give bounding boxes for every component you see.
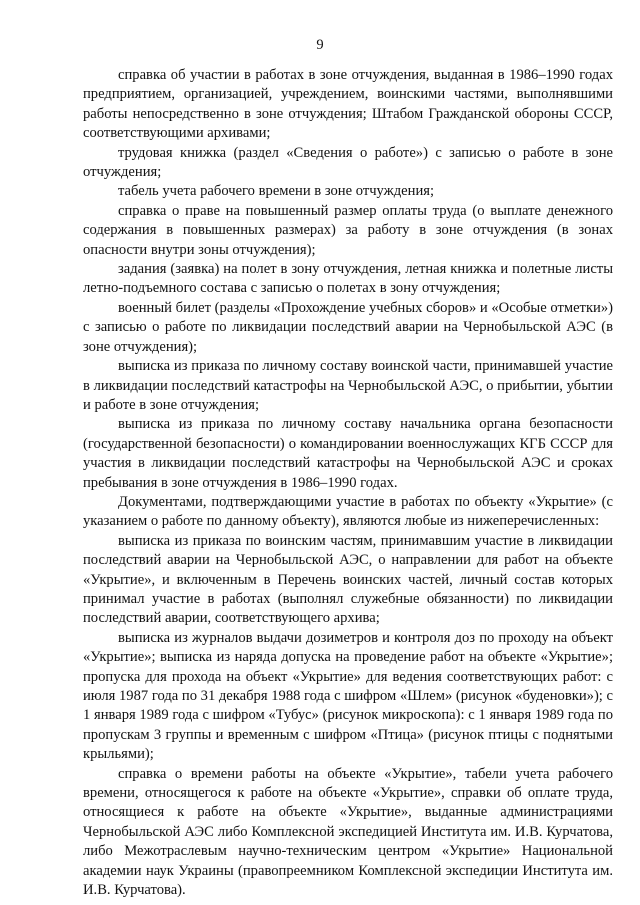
paragraph: задания (заявка) на полет в зону отчуждения, летная книжка и полетные листы летно-подъемного состава с записью о полетах в зону отчуждения; bbox=[83, 261, 613, 297]
paragraph: выписка из приказа по воинским частям, принимавшим участие в ликвидации последствий аварии на Чернобыльской АЭС, о направлении для работ на объекте «Укрытие», и включенным в Перечень воинских частей, личный состав которых принимал участие в работах (выполнял служебные обязанности) по ликвидации последствий аварии, соответствующего архива; bbox=[83, 532, 613, 627]
paragraph: табель учета рабочего времени в зоне отчуждения; bbox=[118, 183, 435, 200]
paragraph: выписка из приказа по личному составу воинской части, принимавшей участие в ликвидации последствий катастрофы на Чернобыльской АЭС, о прибытии, убытии и работе в зоне отчуждения; bbox=[83, 358, 613, 413]
paragraph: справка об участии в работах в зоне отчуждения, выданная в 1986–1990 годах предприятием, организацией, учреждением, воинскими частями, выполнявшими работы непосредственно в зоне отчуждения; Штабом Гражданской обороны СССР, соответствующими архивами; bbox=[83, 67, 613, 142]
paragraph: справка о праве на повышенный размер оплаты труда (о выплате денежного содержания в повышенных размерах) за работу в зоне отчуждения (в зонах опасности внутри зоны отчуждения); bbox=[83, 202, 613, 258]
paragraph: выписка из журналов выдачи дозиметров и контроля доз по проходу на объект «Укрытие»; выписка из наряда допуска на проведение работ на объекте «Укрытие»; пропуска для прохода на объект «Укрытие» для ведения соответствующих работ: с июля 1987 года по 31 декабря 1988 года с шифром «Шлем» (рисунок «буденовки»); с 1 января 1989 года с шифром «Тубус» (рисунок микроскопа): с 1 января 1989 года по пропускам 3 группы и временным с шифром «Птица» (рисунок птицы с поднятыми крыльями); bbox=[83, 629, 613, 763]
paragraph: трудовая книжка (раздел «Сведения о работе») с записью о работе в зоне отчуждения; bbox=[83, 144, 613, 181]
paragraph: Документами, подтверждающими участие в работах по объекту «Укрытие» (с указанием о работе по данному объекту), являются любые из нижеперечисленных: bbox=[83, 493, 613, 530]
paragraph: военный билет (разделы «Прохождение учебных сборов» и «Особые отметки») с записью о работе по ликвидации последствий аварии на Чернобыльской АЭС (в зоне отчуждения); bbox=[83, 299, 613, 355]
paragraph: справка о времени работы на объекте «Укрытие», табели учета рабочего времени, относящегося к работе на объекте «Укрытие», справки об оплате труда, относящиеся к работе на объекте «Укрытие», выданные администрациями Чернобыльской АЭС либо Комплексной экспедицией Института им. И.В. Курчатова, либо Межотраслевым научно-техническим центром «Укрытие» Национальной академии наук Украины (правопреемником Комплексной экспедиции Института им. И.В. Курчатова). bbox=[83, 765, 613, 899]
document-body bbox=[83, 66, 613, 900]
paragraph: выписка из приказа по личному составу начальника органа безопасности (государственной безопасности) о командировании военнослужащих КГБ СССР для участия в ликвидации последствий катастрофы на Чернобыльской АЭС и сроках пребывания в зоне отчуждения в 1986–1990 годах. bbox=[83, 416, 613, 491]
page-number: 9 bbox=[316, 37, 324, 53]
